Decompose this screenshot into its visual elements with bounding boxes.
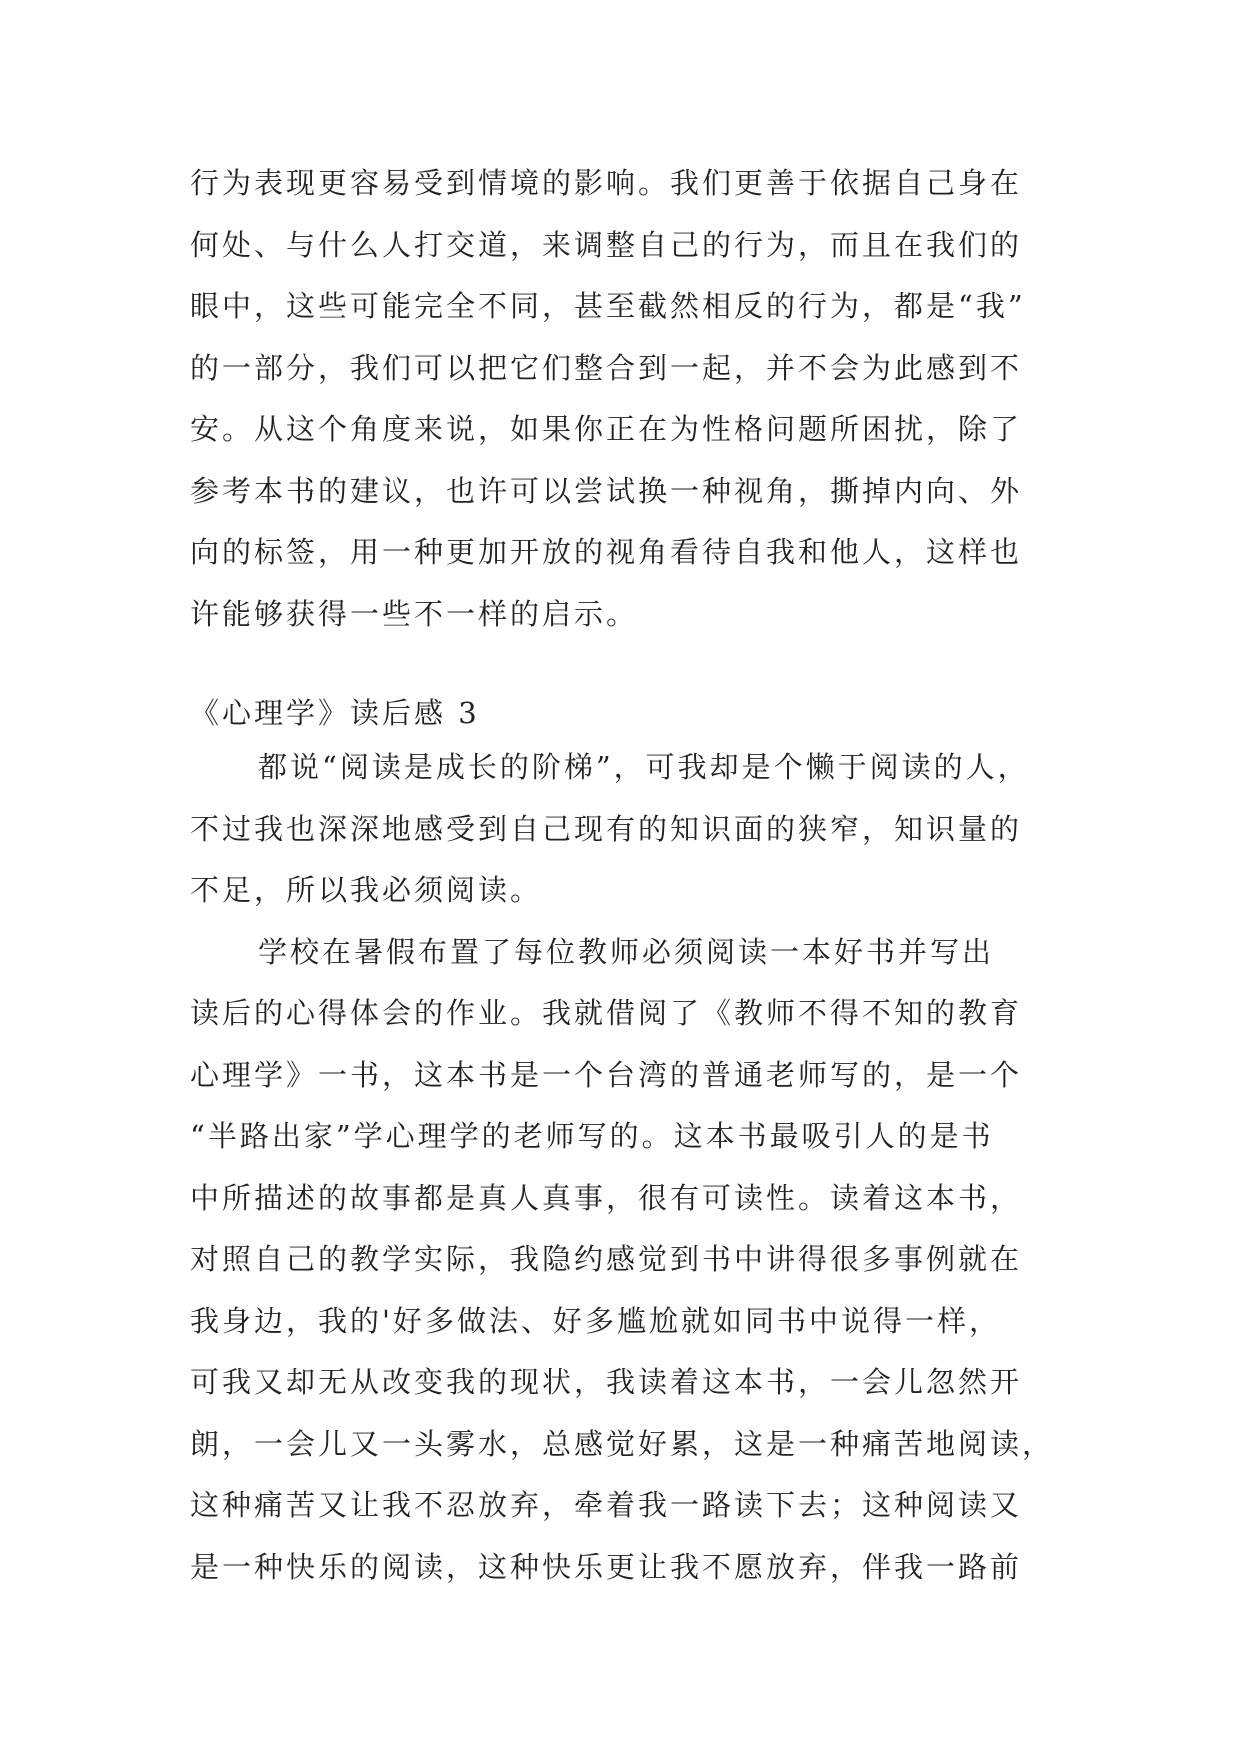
section-title-block [190,683,1070,745]
body-text [190,737,1070,1598]
text-line: 的一部分，我们可以把它们整合到一起，并不会为此感到不 [190,350,1023,385]
paragraph-2-line: 可我又却无从改变我的现状，我读着这本书，一会儿忽然开 [190,1365,1023,1399]
section-title: 《心理学》读后感 3 [190,696,480,730]
paragraph-2-line: 是一种快乐的阅读，这种快乐更让我不愿放弃，伴我一路前 [190,1549,1023,1584]
paragraph-2-line: 这种痛苦又让我不忍放弃，牵着我一路读下去；这种阅读又 [190,1488,1023,1522]
paragraph-1-line: 不足，所以我必须阅读。 [190,873,543,907]
text-line: 行为表现更容易受到情境的影响。我们更善于依据自己身在 [190,166,1023,200]
paragraph-2-line: 对照自己的教学实际，我隐约感觉到书中讲得很多事例就在 [190,1242,1023,1276]
text-line: 眼中，这些可能完全不同，甚至截然相反的行为，都是“我” [190,289,1026,323]
paragraph-2-line: 朗，一会儿又一头雾水，总感觉好累，这是一种痛苦地阅读， [190,1426,1055,1461]
text-line: 何处、与什么人打交道，来调整自己的行为，而且在我们的 [190,227,1023,262]
paragraph-2-line: 我身边，我的'好多做法、好多尴尬就如同书中说得一样， [190,1303,1001,1338]
paragraph-2-line: 中所描述的故事都是真人真事，很有可读性。读着这本书， [190,1180,1023,1215]
paragraph-1-line: 都说“阅读是成长的阶梯”，可我却是个懒于阅读的人， [258,750,1030,784]
text-line: 许能够获得一些不一样的启示。 [190,596,639,631]
text-line: 安。从这个角度来说，如果你正在为性格问题所困扰，除了 [190,412,1023,446]
paragraph-2-line: 心理学》一书，这本书是一个台湾的普通老师写的，是一个 [190,1057,1023,1092]
paragraph-2-line: “半路出家”学心理学的老师写的。这本书最吸引人的是书 [190,1119,994,1153]
paragraph-2-line: 读后的心得体会的作业。我就借阅了《教师不得不知的教育 [190,996,1023,1030]
text-line: 向的标签，用一种更加开放的视角看待自我和他人，这样也 [190,535,1023,569]
paragraph-1-line: 不过我也深深地感受到自己现有的知识面的狭窄，知识量的 [190,811,1023,846]
paragraph-2-line: 学校在暑假布置了每位教师必须阅读一本好书并写出 [258,934,995,969]
top-paragraph [190,153,1070,645]
text-line: 参考本书的建议，也许可以尝试换一种视角，撕掉内向、外 [190,473,1023,508]
